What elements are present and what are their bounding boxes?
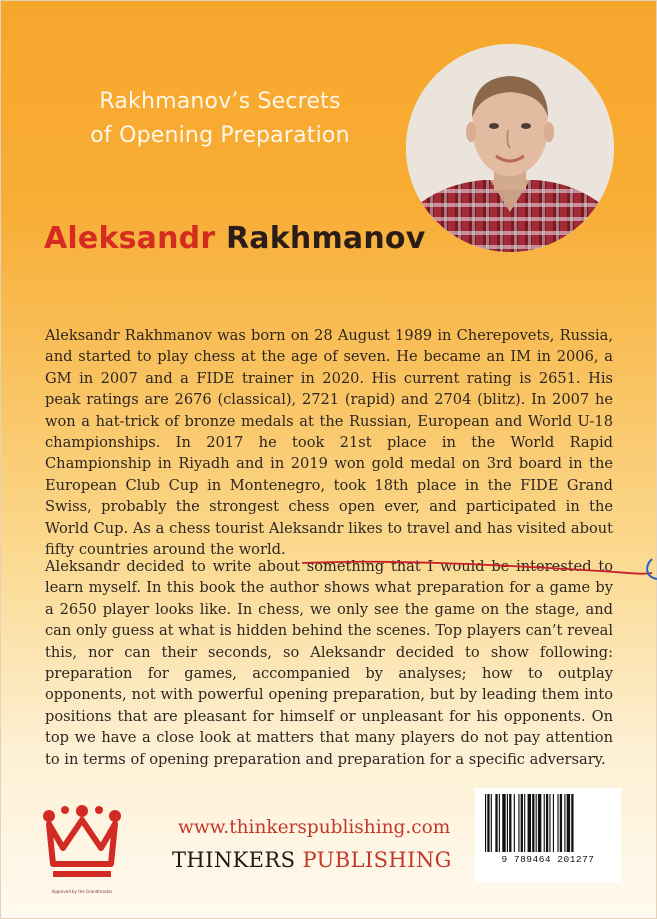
barcode-bar [567, 794, 570, 852]
barcode-bar [518, 794, 519, 852]
publisher-name-word-2: PUBLISHING [302, 848, 452, 872]
red-pen-mark-icon [300, 545, 657, 585]
barcode-bar [485, 794, 486, 852]
barcode-bar [507, 794, 508, 852]
barcode-bar [509, 794, 511, 852]
barcode-bar [544, 794, 545, 852]
author-portrait-icon [406, 44, 614, 252]
author-biography: Aleksandr Rakhmanov was born on 28 August 1989 in Cherepovets, Russia, and started to play chess at the age of seven. He became an IM in 2006, a GM in 2007 and a FIDE trainer in 2020. His current rating is 2651. His peak ratings are 2676 (classical), 2721 (rapid) and 2704 (blitz). In 2007 he won a hat-trick of bronze medals at the Russian, European and World U-18 championships. In 2017 he took 21st place in the World Rapid Championship in Riyadh and in 2019 won gold medal on 3rd board in the European Club Cup in Montenegro, took 18th place in the FIDE Grand Swiss, probably the strongest chess open ever, and participated in the World Cup. As a chess tourist Aleksandr likes to travel and has visited about fifty countries around the world. [45, 327, 613, 559]
barcode-bar [549, 794, 550, 852]
barcode-bar [524, 794, 525, 852]
author-name [44, 221, 425, 256]
barcode-bar [491, 794, 492, 852]
barcode-icon [485, 794, 611, 852]
barcode-bar [560, 794, 562, 852]
barcode-bar [521, 794, 523, 852]
book-summary: Aleksandr decided to write about something that I would be interested to learn myself. In this book the author shows what preparation for a game by a 2650 player looks like. In chess, we only see the game on the stage, and can only guess at what is hidden behind the scenes. Top players can’t reveal this, nor can their seconds, so Aleksandr decided to show following: preparation for games, accompanied by analyses; how to outplay opponents, not with powerful opening preparation, but by leading them into positions that are pleasant for himself or unpleasant for his opponents. On top we have a close look at matters that many players do not pay attention to in terms of opening preparation and preparation for a specific adversary. [45, 558, 613, 768]
author-last-name: Rakhmanov [225, 221, 426, 256]
barcode-bar [499, 794, 500, 852]
barcode-bar [528, 794, 531, 852]
barcode-bar [557, 794, 558, 852]
author-first-name: Aleksandr [44, 221, 216, 256]
portrait-illustration [406, 44, 614, 252]
barcode-bar [514, 794, 515, 852]
crown-logo-icon [41, 802, 123, 882]
barcode-bar [546, 794, 548, 852]
logo-caption: Approved by the Grandmaster [51, 889, 113, 894]
barcode-bar [487, 794, 489, 852]
barcode-bar [536, 794, 537, 852]
barcode-bar [538, 794, 541, 852]
publisher-name-word-1: THINKERS [172, 848, 296, 872]
barcode-bar [571, 794, 573, 852]
isbn-number: 9 789464 201277 [501, 854, 595, 865]
barcode-bar [532, 794, 534, 852]
publisher-website: www.thinkerspublishing.com [178, 817, 451, 838]
isbn-barcode [475, 788, 621, 882]
publisher-name [172, 848, 452, 872]
barcode-bar [553, 794, 554, 852]
barcode-bar [495, 794, 497, 852]
barcode-bar [564, 794, 565, 852]
book-title-line-2: of Opening Preparation [90, 123, 350, 148]
barcode-bar [502, 794, 505, 852]
book-title-line-1: Rakhmanov’s Secrets [99, 89, 341, 114]
